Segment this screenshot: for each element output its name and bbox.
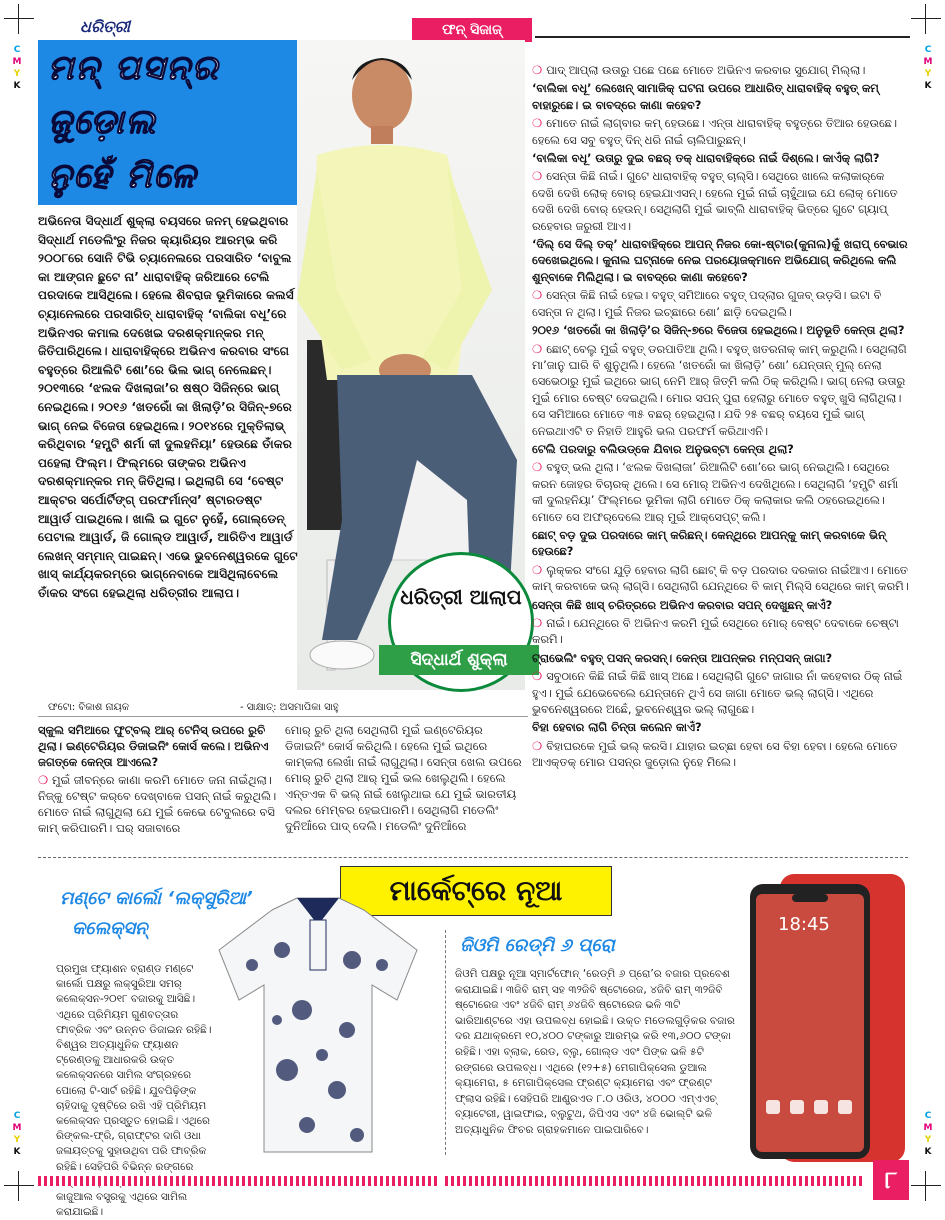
crop-mark [911, 1171, 941, 1201]
answer-bullet-icon: ❍ [532, 616, 547, 630]
headline-line-3: ନୁହେଁ ମିଳେ [48, 156, 198, 196]
answer: ❍ ସେନ୍ତା କିଛି ନାଇଁ। ଗୁଟେ ଧାରାବାହିକ୍ ବହୁତ୍ ଚାଲ୍‌ସି। ସେଥିରେ ଖାଲେ କଲାକାର୍‌କେ ଦେଖି ଦେଖି ଲୋକ୍ ବୋର୍ ହେଇଯାଏସନ୍। ହେଲେ ମୁଇଁ ନାଇଁ ଚାହୁଁଥାଇ ଯେ ଲୋକ୍ ମୋତେ ଦେଖି ଦେଖି ବୋର୍ ହେଉନ୍। ସେଥିଲାଗି ମୁଇଁ ଭାବ୍‌ଲି ଧାରାବାହିକ୍ ଭିତ୍‌ରେ ଗୁଟେ ଗ୍ୟାପ୍ ରହେବାର ଜରୁରୀ ଆଏ। [532, 169, 898, 233]
headline-line-1: ମନ୍ ପସନ୍‌ର [48, 48, 220, 88]
answer-bullet-icon: ❍ [532, 460, 547, 475]
answer-bullet-icon: ❍ [532, 63, 547, 77]
question: ‘ବାଲିକା ବଧୂ’ ଲେଖେନ୍ ସାମାଜିକ୍ ଘଟନା ଉପରେ ଆଧାରିତ୍ ଧାରାବାହିକ୍ ବହୁତ୍ କମ୍ ବାହାରୁଛେ। ଇ ବାବଦ୍‌ରେ କାଣା କହେବ? [532, 81, 879, 112]
shirt-product-title: ମଣ୍ଟେ କାର୍ଲୋ ‘ଲକ୍ସୁରିଆ’ [60, 888, 253, 909]
polo-shirt-image [212, 890, 424, 1160]
footer-stripe [445, 1176, 865, 1186]
answer-bullet-icon: ❍ [532, 341, 547, 356]
answer-bullet-icon: ❍ [532, 116, 547, 131]
early-life-qa-continued: ମୋର୍ ରୁଚି ଥିଲା ସେଥିଲାଗି ମୁଇଁ ଇଣ୍ଟେରିୟର ଡିଜାଇନିଂ କୋର୍ସ କରିଥିଲି। ହେଲେ ମୁଇଁ ଇଥିରେ କାମ୍‌କଲା ଲେଖାଁ ନାଇଁ ଲାଗୁଥିଲା। ସେନ୍ତା ଖେଲ ଉପରେ ମୋର୍ ରୁଚି ଥିଲା ଆର୍ ମୁଇଁ ଭଲ ଖେଲୁଥିଲି। ହେଲେ ଏନ୍ତଏକ ବି ଭଲ୍ ନାଇଁ ଖେଲୁଥାଇ ଯେ ମୁଇଁ ଭାରତୀୟ ଦଲର ମେମ୍ବର ହେଇପାରମି। ସେଥିଲାଗି ମଡେଲିଂ ଦୁନିଆଁରେ ପାଦ୍ ଦେଲି। ମଡେଲିଂ ଦୁନିଆଁରେ [285, 723, 522, 833]
cmyk-marks: C M Y K [12, 1111, 22, 1157]
smartphone-image [740, 870, 910, 1165]
answer: ❍ ସେନ୍ତା କିଛି ନାଇଁ ହେଇ। ବହୁତ୍ ସମିଆରେ ବହୁତ୍ ପଦ୍‌ଲାର ଗୁଜବ୍ ଉଡ଼ସି। ଇଟା ବି ସେନ୍ତା ନ ଥିଲା। ମୁଇଁ ନିଜର ଇଚ୍ଛାରେ ଶୋ’ ଛାଡ଼ି ଦେଇଥିଲି। [532, 288, 882, 319]
answer: ❍ ବିହାଘରକେ ମୁଇଁ ଭଲ୍ କରସି। ଯାହାର ଇଚ୍ଛା ହେବା ସେ ବିହା ହେବା। ହେଲେ ମୋତେ ଆଏକ୍‌ତକ୍ ମୋର ପସନ୍‌ର ଜୁଡ଼ୋଲ ନୁହେ ମିଲେ। [532, 738, 898, 770]
shirt-product-description: ପ୍ରମୁଖ ଫ୍ୟାଶନ ବ୍ରାଣ୍ଡ ମଣ୍ଟେ କାର୍ଲୋ ପକ୍ଷରୁ ଲକ୍ସୁରିଆ ସମର୍ କଲେକ୍ସନ-୨୦୧୮ ବଜାରକୁ ଆସିଛି। ଏଥିରେ ପ୍ରିମିୟମ ଗୁଣବତ୍ତାର ଫାବ୍ରିକ ଏବଂ ଉନ୍ନତ ଡିଜାଇନ ରହିଛି। ବିଶ୍ୱର ଅତ୍ୟାଧୁନିକ ଫ୍ୟାଶନ ଟ୍ରେଣ୍ଡକୁ ଆଧାରକରି ଉକ୍ତ କଲେକ୍ସନରେ ସାମିଲ ସଂଗ୍ରହରେ ପୋଲୋ ଟି-ସାର୍ଟ ରହିଛି। ଯୁବପିଢ଼ିଙ୍କ ଚାହିଦାକୁ ଦୃଷ୍ଟିରେ ରଖି ଏହି ପ୍ରିମିୟମ କଲେକ୍ସନ ପ୍ରସ୍ତୁତ ହୋଇଛି। ଏଥିରେ ରିଙ୍କଲ-ଫ୍ରି, ଗ୍ରାଫ୍ଟର ଦାଗି ଓଧା ଜଳାୟତ୍ତକୁ ସୁହାଉଥିବା ପରି ଫାବ୍ରିକ ରହିଛି। ସେହିପରି ବିଭିନ୍ନ ରଙ୍ଗରେ କାଜୁଆଲ ବସ୍ତ୍ରକୁ ଏଥିରେ ସାମିଲ କରାଯାଇଛି। [56, 963, 212, 1219]
phone-product-title: ଜିଓମି ରେଡ୍‌ମି ୬ ପ୍ରୋ [460, 935, 615, 956]
cmyk-marks: C M Y K [12, 45, 22, 91]
headline-block [38, 40, 338, 205]
answer: ❍ ପାଦ୍ ଆପ୍‌ଲା ଉତାରୁ ପଛେ ପଛେ ମୋତେ ଅଭିନଏ କରବାର ସୁଯୋଗ୍ ମିଲ୍‌ଲା। [532, 63, 866, 77]
question: ସ୍କୁଲ ସମିଆରେ ଫୁଟ୍‌ବଲ୍ ଆର୍ ଟେନିସ୍ ଉପରେ ରୁଚି ଥିଲା। ଇଣ୍ଟେରିୟର ଡିଜାଇନିଂ କୋର୍ସ କଲେ। ଅଭିନଏ ଜଗତ୍‌କେ କେନ୍ତା ଆଏଲେ? [38, 723, 269, 769]
section-label: ଫନ୍ ସିଜାଜ୍ [412, 18, 532, 42]
photo-credit: ଫଟୋ: ବିକାଶ ନାୟକ [48, 702, 130, 713]
cmyk-marks: C M Y K [923, 1111, 933, 1157]
question: ଟେଲି ପରଦାରୁ ବଲିଉଡ୍‌କେ ଯିବାର ଅନୁଭବ୍‌ଟା କେନ୍ତା ଥିଲା? [532, 441, 794, 456]
answer: ❍ ବହୁତ୍ ଭଲ ଥିଲା। ‘ଝଲକ ଦିଖଲାଜା’ ରିଆଲିଟି ଶୋ’ରେ ଭାଗ୍ ନେଇଥିଲି। ସେଥିରେ କରନ ଜୋହର ବିଚାରକ୍ ଥିଲେ। ସେ ମୋର୍ ଅଭିନଏ ଦେଖିଥିଲେ। ସେଥିଲାଗି ‘ହମ୍ପ୍ଟି ଶର୍ମା କୀ ଦୁଲହନିୟା’ ଫିଲ୍ମରେ ଭୂମିକା ଲାଗି ମୋତେ ଠିକ୍ କଲାକାର କଲି ଠହରେଇଥିଲେ। ମୋତେ ସେ ଅଫର୍‌ଦେଲେ ଆର୍ ମୁଇଁ ଆକ୍‌ସେପ୍ଟ୍ କଲି। [532, 460, 899, 524]
question: ଟ୍ରାଭେଲିଂ ବହୁତ୍ ପସନ୍ କରସନ୍। କେନ୍ତା ଆପନ୍‌କର ମନ୍‌ପସନ୍ ଜାଗା? [532, 650, 833, 665]
answer: ❍ ସବୁଠାନେ କିଛି ନାଇଁ କିଛି ଖାସ୍ ଅଛେ। ସେଥିଲାଗି ଗୁଟେ ଜାଗାର ନାଁ କହେବାର ଠିକ୍ ନାଇଁ ହୁଏ। ମୁଇଁ ଯେଭେବେଲେ ଯେନ୍ତାନେ ଥିଏଁ ସେ ଜାଗା ମୋତେ ଭଲ୍ ଲାଗ୍‌ସି। ଏଥିରେ ଭୁବନେଶ୍ୱରରେ ଅଛେଁ, ଭୁବନେଶ୍ୱର ଭଲ୍ ଲାଗୁଛେ। [532, 669, 903, 717]
answer-bullet-icon: ❍ [532, 669, 547, 684]
brand-name: ଧରିତ୍ରୀ [80, 17, 130, 36]
question: ‘ବାଲିକା ବଧୂ’ ଉତାରୁ ଦୁଇ ବଛର୍ ତକ୍ ଧାରାବାହିକ୍‌ରେ ନାଇଁ ଦିଶ୍‌ଲେ। କାଏଁକ୍ ଲାଗି? [532, 151, 880, 166]
answer: ❍ ଲୁକ୍‌କର ସଂଗେ ଯୁଡ଼ି ହେବାର ଲାଗି ଛୋଟ୍ କି ବଡ଼ ପରଦାର ଦରକାର ନାଇଁଆଏ। ମୋତେ କାମ୍ କରବାକେ ଭଲ୍ ଲାଗ୍‌ସି। ସେଥିଲାଗି ଯେନ୍‌ଥିରେ ବି କାମ୍ ମିଲ୍‌ସି ସେଥିରେ କାମ୍ କରମି। [532, 562, 909, 594]
badge-subject-name: ସିଦ୍ଧାର୍ଥ ଶୁକ୍ଲା [379, 645, 539, 675]
column-divider [445, 930, 447, 1155]
badge-title: ଧରିତ୍ରୀ ଆଲାପ [400, 585, 522, 609]
divider [38, 716, 528, 717]
question: ‘ଦିଲ୍ ସେ ଦିଲ୍ ତକ୍’ ଧାରାବାହିକ୍‌ରେ ଆପନ୍ ନିଜର କୋ-ଷ୍ଟାର(କୁନାଲ)କୁଁ ଖରାପ୍ ବେଭାର ଦେଖେଇଥିଲେ। କୁନାଲ ଘଟ୍‌ନାକେ ନେଇ ପରୟୋଜକ୍‌ମାନେ ଅଭିଯୋଗ୍ କରିଥିଲେ କଲି ଶୁନ୍‌ବାକେ ମିଲିଥିଲା। ଇ ବାବଦ୍‌ରେ କାଣା କହେବେ? [532, 237, 908, 284]
question: ୨୦୧୬ ‘ଖତରୋଁ କା ଖିଲାଡ଼ି’ର ସିଜିନ୍-୭ରେ ବିଜେତା ହେଇଥିଲେ। ଅନୁଭୂତି କେନ୍ତା ଥିଲା? [532, 323, 905, 338]
svg-text:18:45: 18:45 [778, 914, 830, 935]
answer-bullet-icon: ❍ [532, 738, 547, 753]
shirt-product-title-2: କଲେକ୍ସନ୍ [72, 918, 148, 939]
interview-qa-column [532, 62, 910, 852]
page-number: ୮ [873, 1160, 909, 1200]
footer-stripe [38, 1176, 438, 1186]
answer: ❍ ମୁଇଁ ଜୀବନ୍‌ରେ କାଣା କରମି ମୋତେ ଜନା ନାଇଁଥିଲା। ନିଜ୍‌କୁ ଟେଷ୍ଟ କର୍‌ବେ ଦେଖ୍‌ବାକେ ପସନ୍ ନାଇଁ କରୁଥିଲି। ମୋତେ ନାଇଁ ଲାଗୁଥିଲା ଯେ ମୁଇଁ କେଭେ ଟେବୁଲରେ ବସି କାମ୍ କରିପାରମି। ଘର୍ ସଜାବାରେ [38, 773, 277, 835]
phone-product-description: ଜିଓମି ପକ୍ଷରୁ ନୂଆ ସ୍ମାର୍ଟଫୋନ୍ ‘ରେଡ୍‌ମି ୬ ପ୍ରୋ’ର ବଜାର ପ୍ରବେଶ କରାଯାଇଛି। ୩ଜିବି ରାମ୍ ସହ ୩୨ଜିବି ଷ୍ଟୋରେଜ, ୪ଜିବି ରାମ୍ ୩୨ଜିବି ଷ୍ଟୋରେଜ ଏବଂ ୪ଜିବି ରାମ୍ ୬୪ଜିବି ଷ୍ଟୋରେଜ ଭଳି ୩ଟି ଭାରିଆଣ୍ଟରେ ଏହା ଉପଲବ୍ଧ ହୋଇଛି। ଉକ୍ତ ମଡେଲଗୁଡ଼ିକର ବଜାର ଦର ଯଥାକ୍ରମେ ୧୦,୪୦୦ ଟଙ୍କାରୁ ଆରମ୍ଭ କରି ୧୩,୬୦୦ ଟଙ୍କା ରହିଛି। ଏହା ବ୍ଲାକ, ରେଡ, ବ୍ଲୁ, ଗୋଲ୍ଡ ଏବଂ ପିଙ୍କ ଭଳି ୫ଟି ରଙ୍ଗରେ ଉପଲବ୍ଧ। ଏଥିରେ (୧୨+୫) ମେଗାପିକ୍ସେଲ ଡୁଆଲ କ୍ୟାମେରା, ୫ ମେଗାପିକ୍ସେଲ ଫ୍ରଣ୍ଟ କ୍ୟାମେରା ଏବଂ ଫ୍ରଣ୍ଟ ଫ୍ଲାସ ରହିଛି। ସେହିପରି ଆଣ୍ଡ୍ରଏଡ ୮.୦ ଓରିଓ, ୪୦୦୦ ଏମ୍‌ଏଏଚ୍ ବ୍ୟାଟେରୀ, ୱାଇଫାଇ, ବ୍ଲୁଟୁଥ, ଜିପିଏସ ଏବଂ ୪ଜି ଭୋଲ୍ଟି ଭଳି ଅତ୍ୟାଧୁନିକ ଫିଚର ଗ୍ରାହକମାନେ ପାଇପାରିବେ। [455, 968, 735, 1136]
question: ବିହା ହେବାର ଲାଗି ଚିନ୍ତା କଲେନ କାଏଁ? [532, 720, 702, 735]
interview-credit: - ସାକ୍ଷାତ୍: ଅସମାପିକା ସାହୁ [240, 702, 339, 713]
answer-bullet-icon: ❍ [532, 169, 547, 184]
question: ଛୋଟ୍ ବଡ଼ ଦୁଇ ପରଦାରେ କାମ୍ କରିଛନ୍। କେନ୍‌ଥିରେ ଆପନ୍‌କୁ କାମ୍ କରବାକେ ଭିନ୍ ହେଉଛେ? [532, 527, 886, 559]
crop-mark [911, 4, 941, 34]
crop-mark [4, 1171, 34, 1201]
answer: ❍ ମୋତେ ନାଇଁ ଲାଗ୍‌ବାର କମ୍ ହେଉଛେ। ଏନ୍ତା ଧାରାବାହିକ୍ ବହୁତ୍‌ରେ ତିଆର ହେଉଛେ। ହେଲେ ସେ ସବୁ ବହୁତ୍ ଦିନ୍ ଧରି ନାଇଁ ଚାଲିପାରୁଛନ୍। [532, 116, 897, 147]
answer-bullet-icon: ❍ [532, 562, 547, 577]
cmyk-marks: C M Y K [923, 45, 933, 91]
answer: ❍ ଛୋଟ୍ ବେଲୁ ମୁଇଁ ବହୁତ୍ ଡରପାତିଆ ଥିଲି। ବହୁତ୍ ଖତରନାକ୍ କାମ୍ କରୁଥିଲି। ସେଥିଲାଗି ମା’ଜାନୁ ଘାରି ବି ଶୁନୁଥିଲି। ହେଲେ ‘ଖତରୋଁ କା ଖିଲାଡ଼ି’ ଶୋ’ ଯେନ୍‌ତାନ୍ ମୁଲ୍ ନେଲା ସେଭେଠାରୁ ମୁଇଁ ଇଥିରେ ଭାଗ୍ ନେମି ଆର୍ ଜିତ୍‌ମି କଲି ଠିକ୍ କରିଥିଲି। ଭାଗ୍ ନେଲା ଉତାରୁ ମୁଇଁ ମୋର ବେଷ୍ଟ ଦେଇଥିଲି। ମୋର ସପନ୍ ପୁରା ହେଲାରୁ ମୋତେ ବହୁତ୍ ଖୁସି ଲାଗିଥିଲା। ସେ ସମିଆରେ ମୋତେ ୩୫ ବଛର୍ ହେଇଥିଲା। ଯଦି ୨୫ ବଛର୍ ବୟସେ ମୁଇଁ ଭାଗ୍ ନେଇଥାଏଟି ତ ନିହାତି ଆହୁରି ଭଲ ପରଫର୍ମ କରିଥାଏନି। [532, 341, 907, 438]
interview-badge [388, 552, 534, 692]
crop-mark [4, 4, 34, 34]
answer-bullet-icon: ❍ [38, 773, 49, 787]
headline-line-2: ଜୁଡ଼ୋଲ [48, 102, 158, 142]
intro-paragraph: ଅଭିନେତା ସିଦ୍ଧାର୍ଥ ଶୁକ୍ଲା ବୟସରେ ଜନମ୍ ହେଇଥିବାର ସିଦ୍ଧାର୍ଥ ମଡେଲିଂରୁ ନିଜର କ୍ୟାରିୟର ଆରମ୍ଭ କରି ୨୦୦୮ରେ ସୋନି ଟିଭି ଚ୍ୟାନେଲରେ ପରସାରିତ ‘ବାବୁଲ କା ଆଙ୍ଗନ ଛୁଟେ ନା’ ଧାରାବାହିକ୍ ଜରିଆରେ ଟେଲି ପରଦାକେ ଆସିଥିଲେ। ହେଲେ ଶିବରାଜ ଭୂମିକାରେ କଲର୍ସ ଚ୍ୟାନେଲରେ ପରସାରିତ୍ ଧାରାବାହିକ୍ ‘ବାଲିକା ବଧୂ’ରେ ଅଭିନଏର କମାଲ ଦେଖେଇ ଦରଶକ୍‌ମାନ୍‌କର ମନ୍ ଜିତିପାରିଥିଲେ। ଧାରାବାହିକ୍‌ରେ ଅଭିନଏ କରବାର ସଂଗେ ବହୁତ୍‌ରେ ରିଆଲିଟି ଶୋ’ରେ ଭିଲ ଭାଗ୍ ନେଲେଛନ୍। ୨୦୧୩ରେ ‘ଝଲକ ଦିଖଲାଜା’ର ଷଷ୍ଠ ସିଜିନ୍‌ରେ ଭାଗ୍ ନେଇଥିଲେ। ୨୦୧୬ ‘ଖତରୋଁ କା ଖିଲାଡ଼ି’ର ସିଜିନ୍-୭ରେ ଭାଗ୍ ନେଇ ବିଜେତା ହେଇଥିଲେ। ୨୦୧୪ରେ ମୁକ୍ତିଲାଭ୍ କରିଥିବାର ‘ହମ୍ପ୍ଟି ଶର୍ମା କୀ ଦୁଲହନିୟା’ ହେଉଛେ ତାଁକର ପହେଲା ଫିଲ୍ମ। ଫିଲ୍ମରେ ତାଙ୍କର ଅଭିନଏ ଦରଶକ୍‌ମାନ୍‌କର ମନ୍ ଜିତିଥିଲା। ଇଥିଲାଗି ସେ ‘ବେଷ୍ଟ ଆକ୍ଟର ସର୍ପୋର୍ଟିଙ୍ଗ୍ ପରଫର୍ମାନ୍ସ’ ଷ୍ଟାରଡଷ୍ଟ ଆୱାର୍ଡ ପାଇଥିଲେ। ଖାଲି ଇ ଗୁଟେ ନୁହେଁ, ଗୋଲ୍ଡେନ୍ ପେଟାଲ ଆୱାର୍ଡ, ଜି ଗୋଲ୍ଡ ଆୱାର୍ଡ, ଆରିତିଏ ଆୱାର୍ଡ ଲେଖନ୍ ସମ୍ମାନ୍ ପାଇଛନ୍। ଏଭେ ଭୁବନେଶ୍ୱରକେ ଗୁଟେ ଖାସ୍ କାର୍ଯ୍ୟକରମ୍‌ରେ ଭାଗ୍‌ନେବାକେ ଆସିଥିଲାବେଲେ ତାଁକର ସଂଗେ ହେଇଥିଲା ଧରିତ୍ରୀର ଆଲାପ। [38, 214, 298, 600]
section-divider [38, 857, 908, 858]
market-section-banner: ମାର୍କେଟ୍‌ରେ ନୂଆ [340, 866, 612, 916]
early-life-qa [38, 722, 278, 854]
header-rule [535, 36, 910, 38]
answer-bullet-icon: ❍ [532, 288, 547, 303]
question: ସେନ୍ତା କିଛି ଖାସ୍ ଚରିତ୍ରରେ ଅଭିନଏ କରବାର ସପନ୍ ଦେଖୁଛନ୍ କାଏଁ? [532, 597, 833, 612]
answer: ❍ ନାଇଁ। ଯେନ୍‌ଥିରେ ବି ଅଭିନଏ କରମି ମୁଇଁ ସେଥିରେ ମୋର୍ ବେଷ୍ଟ ଦେବାକେ ଚେଷ୍ଟା କରମି। [532, 616, 899, 647]
